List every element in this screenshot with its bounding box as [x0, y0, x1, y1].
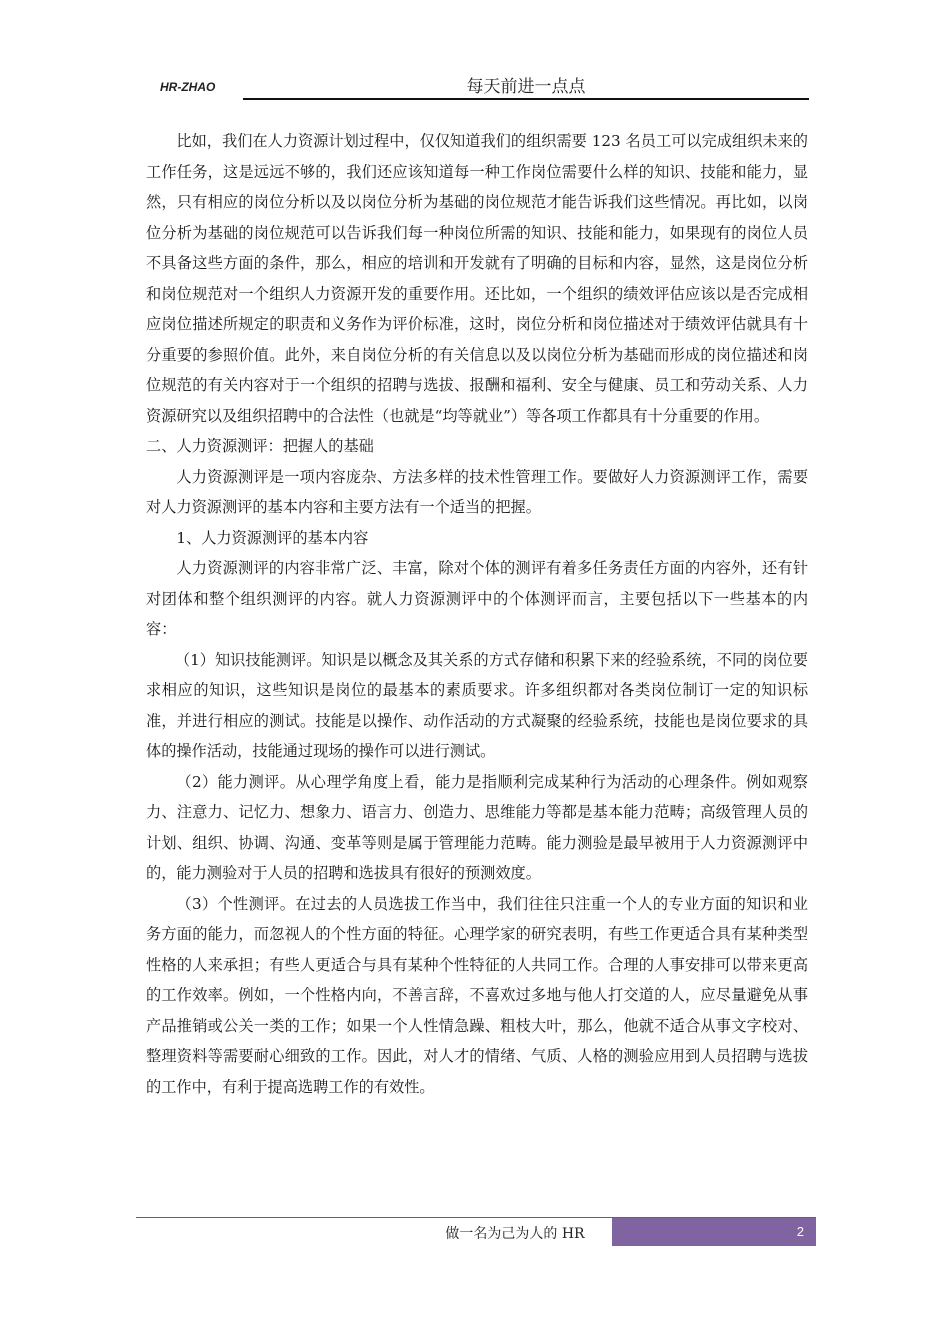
subsection-heading-1: 1、人力资源测评的基本内容	[176, 528, 369, 547]
paragraph-2: 人力资源测评是一项内容庞杂、方法多样的技术性管理工作。要做好人力资源测评工作，需要对人力资源测评的基本内容和主要方法有一个适当的把握。	[146, 467, 808, 516]
header-rule	[243, 98, 809, 100]
page-number: 2	[612, 1218, 816, 1246]
paragraph-3: 人力资源测评的内容非常广泛、丰富，除对个体的测评有着多任务责任方面的内容外，还有针对团体和整个组织测评的内容。就人力资源测评中的个体测评而言，主要包括以下一些基本的内容：	[146, 559, 808, 638]
page-header-left: HR-ZHAO	[160, 80, 216, 94]
paragraph-1: 比如，我们在人力资源计划过程中，仅仅知道我们的组织需要 123 名员工可以完成组织未来的工作任务，这是远远不够的，我们还应该知道每一种工作岗位需要什么样的知识、技能和能力，显然，只有相应的岗位分析以及以岗位分析为基础的岗位规范才能告诉我们这些情况。再比如，以岗位分析为基础的岗位规范可以告诉我们每一种岗位所需的知识、技能和能力，如果现有的岗位人员不具备这些方面的条件，那么，相应的培训和开发就有了明确的目标和内容，显然，这是岗位分析和岗位规范对一个组织人力资源开发的重要作用。还比如，一个组织的绩效评估应该以是否完成相应岗位描述所规定的职责和义务作为评价标准，这时，岗位分析和岗位描述对于绩效评估就具有十分重要的参照价值。此外，来自岗位分析的有关信息以及以岗位分析为基础而形成的岗位描述和岗位规范的有关内容对于一个组织的招聘与选拔、报酬和福利、安全与健康、员工和劳动关系、人力资源研究以及组织招聘中的合法性（也就是“均等就业”）等各项工作都具有十分重要的作用。	[146, 132, 808, 425]
section-heading-2: 二、人力资源测评：把握人的基础	[146, 437, 374, 455]
paragraph-ability: （2）能力测评。从心理学角度上看，能力是指顺利完成某种行为活动的心理条件。例如观察力、注意力、记忆力、想象力、语言力、创造力、思维能力等都是基本能力范畴；高级管理人员的计划、组织、协调、沟通、变革等则是属于管理能力范畴。能力测验是最早被用于人力资源测评中的，能力测验对于人员的招聘和选拔具有很好的预测效度。	[146, 772, 808, 882]
page-header-right: 每天前进一点点	[466, 77, 586, 97]
document-body	[146, 126, 808, 1102]
footer-text: 做一名为己为人的 HR	[445, 1226, 585, 1242]
paragraph-knowledge-skill: （1）知识技能测评。知识是以概念及其关系的方式存储和积累下来的经验系统，不同的岗位要求相应的知识，这些知识是岗位的最基本的素质要求。许多组织都对各类岗位制订一定的知识标准，并进行相应的测试。技能是以操作、动作活动的方式凝聚的经验系统，技能也是岗位要求的具体的操作活动，技能通过现场的操作可以进行测试。	[146, 650, 808, 760]
paragraph-personality: （3）个性测评。在过去的人员选拔工作当中，我们往往只注重一个人的专业方面的知识和业务方面的能力，而忽视人的个性方面的特征。心理学家的研究表明，有些工作更适合具有某种类型性格的人来承担；有些人更适合与具有某种个性特征的人共同工作。合理的人事安排可以带来更高的工作效率。例如，一个性格内向，不善言辞，不喜欢过多地与他人打交道的人，应尽量避免从事产品推销或公关一类的工作；如果一个人性情急躁、粗枝大叶，那么，他就不适合从事文字校对、整理资料等需要耐心细致的工作。因此，对人才的情绪、气质、人格的测验应用到人员招聘与选拔的工作中，有利于提高选聘工作的有效性。	[146, 894, 808, 1096]
